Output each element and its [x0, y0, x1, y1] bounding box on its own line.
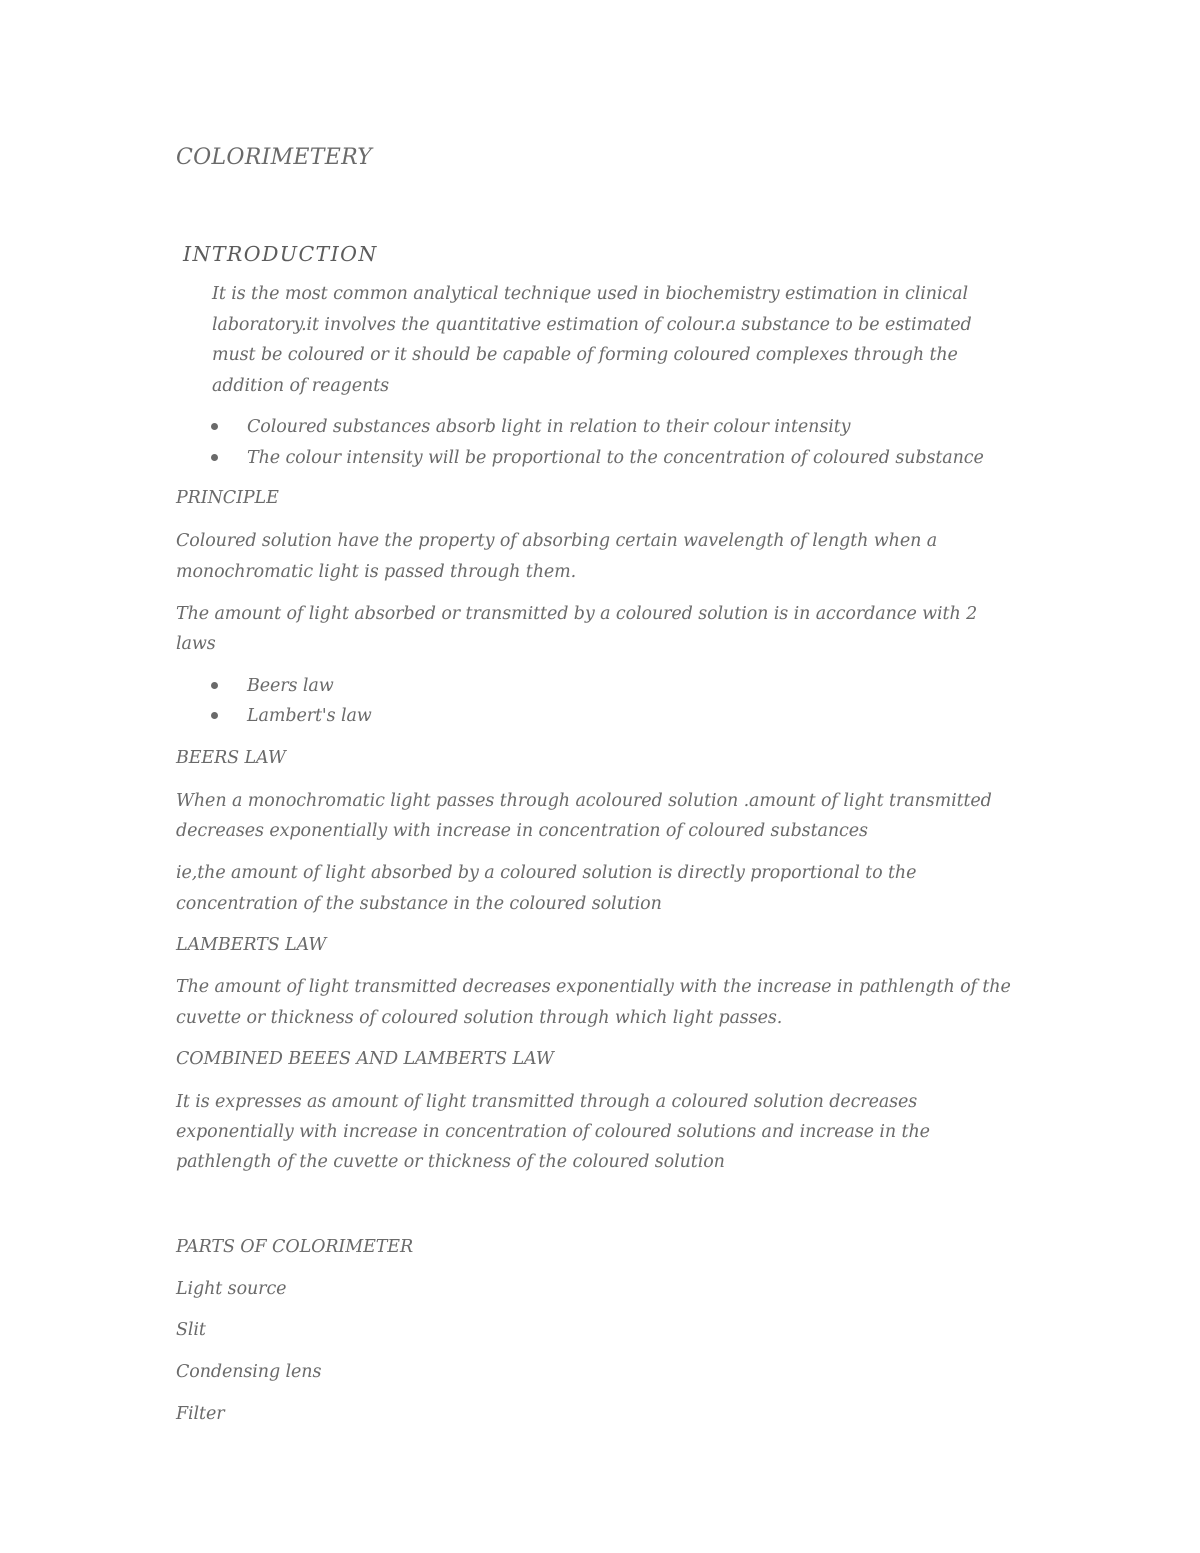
introduction-bullet-1: Coloured substances absorb light in relation to their colour intensity [247, 417, 851, 437]
combined-law-line-1: It is expresses as amount of light transmitted through a coloured solution decreases [176, 1092, 918, 1112]
principle-heading: PRINCIPLE [176, 488, 279, 508]
introduction-line-3: must be coloured or it should be capable of forming coloured complexes through the [212, 345, 958, 365]
parts-item-filter: Filter [176, 1404, 225, 1424]
introduction-line-2: laboratory.it involves the quantitative estimation of colour.a substance to be estimated [212, 315, 972, 335]
principle-para1-line-2: monochromatic light is passed through them. [176, 562, 577, 582]
principle-para2-line-2: laws [176, 634, 216, 654]
lamberts-law-line-1: The amount of light transmitted decreases exponentially with the increase in pathlength of the [176, 977, 1011, 997]
combined-law-line-3: pathlength of the cuvette or thickness of the coloured solution [176, 1152, 725, 1172]
bullet-icon [211, 423, 218, 430]
parts-item-light-source: Light source [176, 1279, 287, 1299]
lamberts-law-line-2: cuvette or thickness of coloured solution through which light passes. [176, 1008, 783, 1028]
beers-law-para1-line-2: decreases exponentially with increase in concentration of coloured substances [176, 821, 868, 841]
beers-law-para1-line-1: When a monochromatic light passes through acoloured solution .amount of light transmitted [176, 791, 992, 811]
beers-law-heading: BEERS LAW [176, 748, 286, 768]
principle-para1-line-1: Coloured solution have the property of absorbing certain wavelength of length when a [176, 531, 938, 551]
document-title: COLORIMETERY [176, 145, 373, 170]
parts-heading: PARTS OF COLORIMETER [176, 1237, 414, 1257]
bullet-icon [211, 454, 218, 461]
beers-law-para2-line-2: concentration of the substance in the coloured solution [176, 894, 662, 914]
introduction-line-1: It is the most common analytical technique used in biochemistry estimation in clinical [212, 284, 968, 304]
principle-para2-line-1: The amount of light absorbed or transmitted by a coloured solution is in accordance with 2 [176, 604, 978, 624]
bullet-icon [211, 682, 218, 689]
introduction-bullet-2: The colour intensity will be proportional to the concentration of coloured substance [247, 448, 984, 468]
introduction-heading: INTRODUCTION [183, 242, 378, 266]
introduction-line-4: addition of reagents [212, 376, 390, 396]
parts-item-condensing-lens: Condensing lens [176, 1362, 322, 1382]
principle-bullet-1: Beers law [247, 676, 334, 696]
beers-law-para2-line-1: ie,the amount of light absorbed by a coloured solution is directly proportional to the [176, 863, 917, 883]
lamberts-law-heading: LAMBERTS LAW [176, 935, 327, 955]
principle-bullet-2: Lambert's law [247, 706, 372, 726]
combined-law-line-2: exponentially with increase in concentration of coloured solutions and increase in the [176, 1122, 930, 1142]
parts-item-slit: Slit [176, 1320, 206, 1340]
combined-law-heading: COMBINED BEEES AND LAMBERTS LAW [176, 1049, 554, 1069]
bullet-icon [211, 712, 218, 719]
